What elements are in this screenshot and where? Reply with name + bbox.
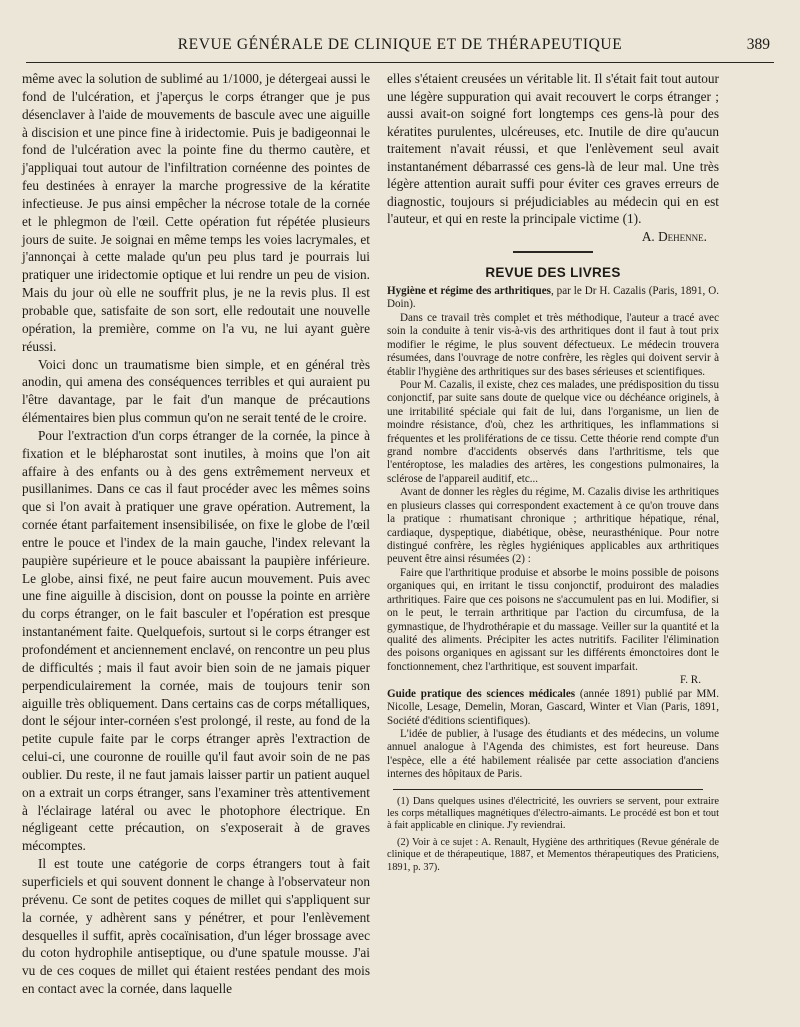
footnote: (2) Voir à ce sujet : A. Renault, Hygiène des arthritiques (Revue générale de clinique et de thérapeutique, 1887, et Mementos thérapeutiques des Praticiens, 1891, p. 37). bbox=[387, 836, 719, 873]
book-byline: (année 1891) publié par MM. Nicolle, Lesage, Demelin, Moran, Gascard, Winter et Vian (Paris, 1891, Société d'éditions scientifiques). bbox=[387, 687, 719, 727]
author-signature: A. Dehenne. bbox=[641, 228, 707, 244]
section-title: REVUE DES LIVRES bbox=[485, 265, 621, 280]
book-byline: , par le Dr H. Cazalis (Paris, 1891, O. Doin). bbox=[387, 285, 719, 311]
book-review-entry bbox=[387, 285, 719, 312]
book-title: Guide pratique des sciences médicales bbox=[387, 687, 576, 700]
book-review-entry bbox=[387, 688, 719, 728]
review-paragraph: Dans ce travail très complet et très méthodique, l'auteur a tracé avec soin la conduite à tenir vis-à-vis des arthritiques dont il faut à tout prix modifier le régime, le plus souvent défectueux. Le médecin trouvera résumées, dans l'ouvrage de notre confrère, les règles qui doivent servir à établir l'hygiène des arthritiques sur des bases sérieuses et scientifiques. bbox=[387, 311, 719, 378]
right-column bbox=[387, 70, 719, 874]
article-continuation: elles s'étaient creusées un véritable lit. Il s'était fait tout autour une légère suppuration qui avait recouvert le corps étranger ; aussi avait-on soigné fort longtemps ces gens-là pour des kératites purulentes, ulcéreuses, etc. Inutile de dire qu'aucun traitement n'avait réussi, et que l'enlèvement seul avait instantanément débarrassé ces gens-là de leur mal. Une très légère attention aurait suffi pour éviter ces graves erreurs de diagnostic, toujours si préjudiciables au médecin qui en est l'auteur, et qui en reste la principale victime (1). bbox=[387, 71, 719, 226]
article-paragraph: Il est toute une catégorie de corps étrangers tout à fait superficiels et qui souvent donnent le change à l'observateur non prévenu. Ce sont de petites coques de millet qui s'appliquent sur la cornée, y adhèrent sans y pénétrer, et pour l'enlèvement desquelles il suffit, après cocaïnisation, d'un léger brossage avec du coton hydrophile antiseptique, ou d'une spatule mousse. J'ai vu de ces coques de millet qui étaient restées pendant des mois en contact avec la cornée, dans laquelle bbox=[22, 856, 370, 997]
page-number: 389 bbox=[746, 36, 770, 53]
book-review-1 bbox=[387, 285, 719, 688]
book-title: Hygiène et régime des arthritiques bbox=[387, 285, 551, 297]
article-paragraph: Voici donc un traumatisme bien simple, et en général très anodin, qui amena des conséquences terribles et qui auraient pu l'être davantage, par le fait d'un manque de précautions élémentaires bien plus commun qu'on ne serait tenté de le croire. bbox=[22, 356, 370, 426]
footnote: (1) Dans quelques usines d'électricité, les ouvriers se servent, pour extraire les corps métalliques magnétiques d'électro-aimants. Le procédé est bon et tout à fait applicable en clinique. J'y reviendrai. bbox=[387, 795, 719, 832]
article-paragraph: Pour l'extraction d'un corps étranger de la cornée, la pince à fixation et le blépharostat sont inutiles, à moins que l'on ait affaire à des enfants ou à des gens extrêmement nerveux et pusillanimes. Dans ce cas il faut procéder avec les mêmes soins que si l'on avait à pratiquer une grave opération. Autrement, la cornée étant parfaitement insensibilisée, on fixe le globe de l'œil entre le pouce et l'index de la main gauche, l'index relevant la paupière supérieure et le pouce abaissant la paupière inférieure. Le globe, ainsi fixé, ne peut faire aucun mouvement. Puis avec une fine aiguille à discision, dont on pousse la pointe en arrière du corps étranger, on le fait basculer et l'opération est presque instantanément faite. Quelquefois, surtout si le corps étranger est profondément et anciennement enclavé, on rencontre un peu plus de difficultés ; mais il faut avoir bien soin de ne jamais piquer perpendiculairement la cornée, mais de toujours tenir son aiguille très obliquement. Dans certains cas de corps métalliques, dont le séjour inter-cornéen s'est prolongé, il reste, au fond de la petite cupule faite par le corps étranger après l'extraction de celui-ci, une couronne de rouille qu'il faut avoir soin de ne pas oublier. Du reste, il ne faut jamais laisser partir un patient auquel on a extrait un corps étranger, sans l'examiner très attentivement à l'éclairage latéral ou avec le photophore électrique. En négligeant cette précaution, on s'exposerait à de graves mécomptes. bbox=[22, 427, 370, 854]
left-column bbox=[22, 70, 370, 998]
footnotes bbox=[387, 796, 719, 874]
reviewer-initials: F. R. bbox=[679, 674, 701, 687]
section-rule bbox=[513, 251, 593, 253]
review-paragraph: Faire que l'arthritique produise et absorbe le moins possible de poisons organiques qui, en irritant le tissu conjonctif, produiront des maladies arthritiques. Faire que ces poisons ne s'accumulent pas en lui. Modifier, si on le peut, le terrain arthritique par l'action du circumfusa, de la gymnastique, de l'hydrothérapie et du massage. Veiller sur la quantité et la qualité des aliments. Précipiter les actes nutritifs. Faciliter l'élimination des poisons organiques en agissant sur les différents émonctoires dont le fonctionnement, chez l'arthritique, est souvent imparfait. bbox=[387, 566, 719, 673]
running-header bbox=[26, 32, 774, 63]
book-review-2 bbox=[387, 688, 719, 782]
review-paragraph: Avant de donner les règles du régime, M. Cazalis divise les arthritiques en plusieurs classes qui correspondent exactement à ce qu'on trouve dans la pratique : rhumatisant chronique ; arthritique hépatique, rénal, cardiaque, dyspeptique, diabétique, obèse, neurasthénique. Pour notre distingué confrère, les règles hygiéniques applicables aux arthritiques peuvent être ainsi résumées (2) : bbox=[387, 486, 719, 566]
journal-title: REVUE GÉNÉRALE DE CLINIQUE ET DE THÉRAPEUTIQUE bbox=[177, 36, 623, 53]
review-paragraph: Pour M. Cazalis, il existe, chez ces malades, une prédisposition du tissu conjonctif, par suite sans doute de quelque vice ou déchéance originels, à une irritabilité spéciale qui fait de lui, dans l'organisme, un lien de moindre résistance, d'où, chez les arthritiques, les inflammations si fréquentes et les proliférations de ce tissu. Cette théorie rend compte d'un grand nombre d'accidents observés dans l'arthritisme, tels que l'entéroptose, les maladies des artères, les congestions pulmonaires, la sclérose de l'appareil auditif, etc... bbox=[387, 378, 719, 485]
review-paragraph: L'idée de publier, à l'usage des étudiants et des médecins, un volume annuel analogue à l'Agenda des chimistes, est fort heureuse. Dans l'espèce, elle a été habilement réalisée par cette association d'anciens internes des hôpitaux de Paris. bbox=[387, 727, 719, 781]
footnote-rule bbox=[393, 789, 703, 790]
article-paragraph: même avec la solution de sublimé au 1/1000, je détergeai aussi le fond de l'ulcération, et j'aperçus le corps étranger que je pus désenclaver à l'aide de mouvements de bascule avec une aiguille à discision et une pince fine à iridectomie. Puis je badigeonnai le fond de l'ulcération avec la pointe fine du thermo cautère, et j'appliquai tout autour de l'infiltration cornéenne des pointes de feu destinées à enrayer la marche progressive de la kératite infectieuse. Je pus ainsi empêcher la nécrose totale de la cornée et le phlegmon de l'œil. Cette opération fut répétée plusieurs jours de suite. Je soignai en même temps les voies lacrymales, et j'annonçai à cette malade qu'un peu plus tard je pourrais lui pratiquer une iridectomie optique et lui rendre un peu de vision. Mais du jour où elle ne souffrit plus, je ne la revis plus. Il est probable que, satisfaite de son sort, elle redoutait une nouvelle opération, la première, comme on l'a vu, ne lui ayant guère réussi. bbox=[22, 71, 370, 354]
